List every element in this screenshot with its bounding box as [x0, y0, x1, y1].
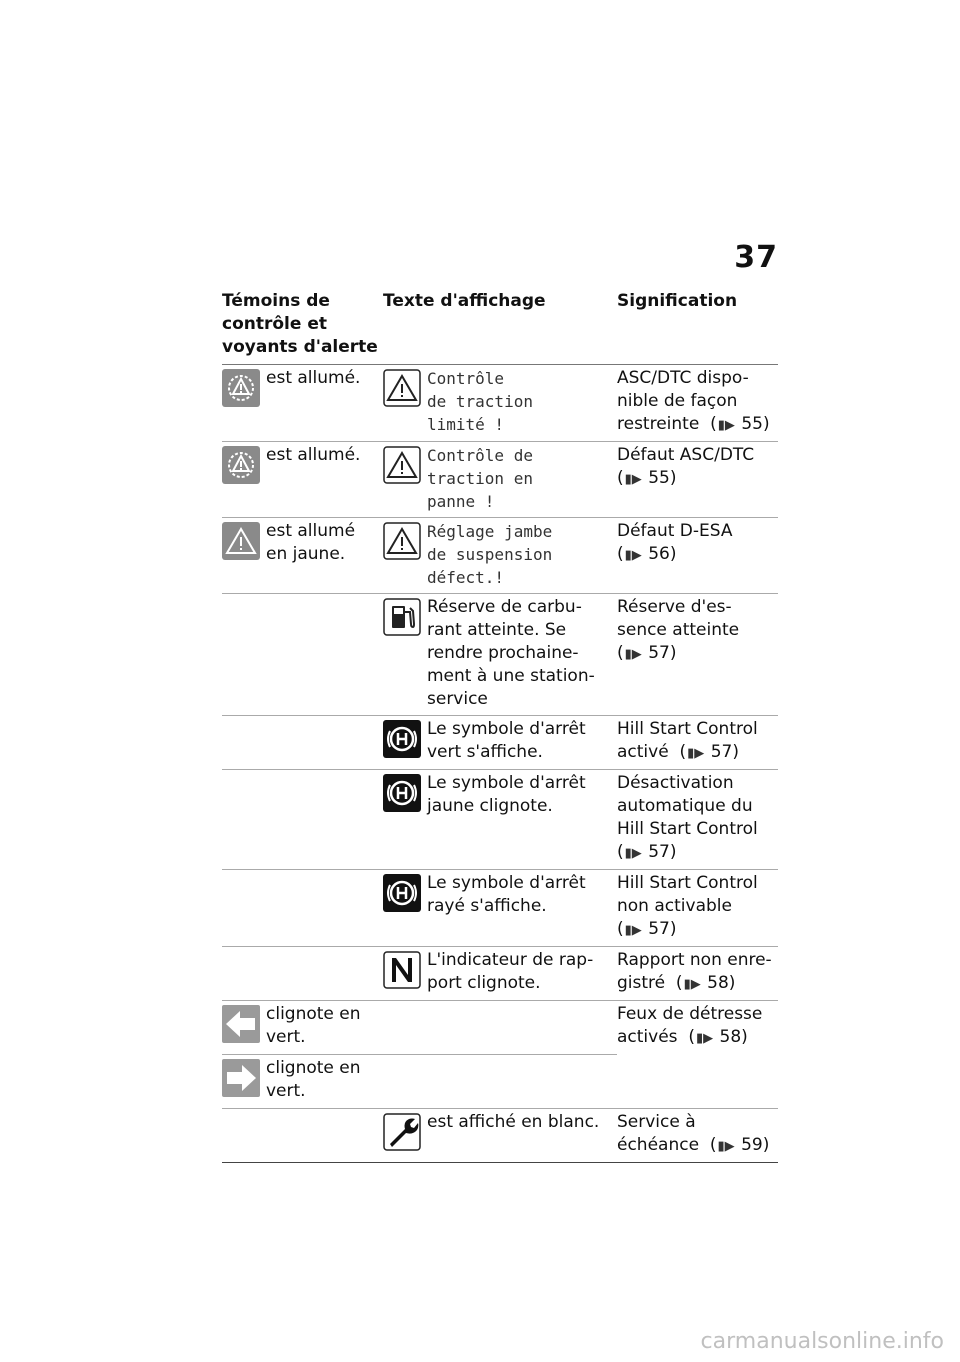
table-row: Le symbole d'arrêt vert s'affiche. Hill Start Control activé (▮▶ 57): [222, 716, 778, 770]
traction-control-warning-icon: [222, 446, 260, 491]
table-row: Réserve de carbu- rant atteinte. Se rendre prochaine- ment à une station- service Réserve d'es- sence atteinte (▮▶ 57): [222, 594, 778, 716]
page-reference-arrow-icon: ▮▶: [717, 1139, 735, 1154]
page-reference-arrow-icon: ▮▶: [624, 923, 642, 938]
header-warning-lights: Témoins de contrôle et voyants d'alerte: [222, 291, 378, 357]
table-row: Le symbole d'arrêt jaune clignote. Désactivation automatique du Hill Start Control (▮▶ 57): [222, 770, 778, 870]
page-reference-link[interactable]: 59): [741, 1135, 770, 1155]
hill-start-control-icon: [383, 720, 421, 765]
page-reference-arrow-icon: ▮▶: [624, 647, 642, 662]
hill-start-control-icon: [383, 874, 421, 919]
fuel-pump-icon: [383, 598, 421, 643]
page-reference-arrow-icon: ▮▶: [717, 418, 735, 433]
warning-triangle-icon: [222, 522, 260, 567]
page-reference-arrow-icon: ▮▶: [695, 1031, 714, 1046]
page-reference-arrow-icon: ▮▶: [683, 977, 701, 992]
warning-triangle-icon: [383, 446, 421, 491]
table-row: est allumé en jaune. Réglage jambe de suspension défect.! Défaut D-ESA (▮▶ 56): [222, 518, 778, 594]
page-reference-link[interactable]: 55): [648, 468, 677, 488]
page-reference-arrow-icon: ▮▶: [624, 846, 642, 861]
traction-control-warning-icon: [222, 369, 260, 414]
neutral-gear-icon: [383, 951, 421, 996]
table-row: est allumé. Contrôle de traction limité ! ASC/DTC dispo- nible de façon restreinte (▮▶ 55): [222, 365, 778, 442]
warning-lights-table: [222, 290, 778, 1163]
watermark: carmanualsonline.info: [700, 1329, 944, 1354]
list-item: clignote en vert.: [222, 1055, 617, 1108]
header-meaning: Signification: [617, 291, 738, 311]
page-reference-link[interactable]: 58): [707, 973, 736, 993]
page-reference-link[interactable]: 58): [719, 1027, 748, 1047]
table-header: [222, 290, 778, 365]
page-number: 37: [734, 240, 778, 275]
page-reference-link[interactable]: 57): [710, 742, 739, 762]
page-reference-link[interactable]: 57): [648, 643, 677, 663]
hill-start-control-icon: [383, 774, 421, 819]
table-row: clignote en vert. clignote en vert. Feux de détresse activés (▮▶ 58): [222, 1001, 778, 1109]
warning-triangle-icon: [383, 522, 421, 567]
table-row: L'indicateur de rap- port clignote. Rapport non enre- gistré (▮▶ 58): [222, 947, 778, 1001]
turn-signal-right-icon: [222, 1059, 260, 1104]
service-wrench-icon: [383, 1113, 421, 1158]
page-reference-arrow-icon: ▮▶: [687, 746, 705, 761]
table-row: est allumé. Contrôle de traction en panne ! Défaut ASC/DTC (▮▶ 55): [222, 442, 778, 518]
page-reference-link[interactable]: 57): [648, 842, 677, 862]
page-reference-link[interactable]: 56): [648, 544, 677, 564]
header-display-text: Texte d'affichage: [383, 291, 546, 311]
table-row: Le symbole d'arrêt rayé s'affiche. Hill Start Control non activable (▮▶ 57): [222, 870, 778, 947]
warning-triangle-icon: [383, 369, 421, 414]
turn-signal-left-icon: [222, 1005, 260, 1050]
page-reference-arrow-icon: ▮▶: [624, 472, 642, 487]
page-reference-link[interactable]: 57): [648, 919, 677, 939]
page-reference-link[interactable]: 55): [741, 414, 770, 434]
page-reference-arrow-icon: ▮▶: [624, 548, 642, 563]
list-item: clignote en vert.: [222, 1001, 617, 1055]
table-row: est affiché en blanc. Service à échéance (▮▶ 59): [222, 1109, 778, 1163]
